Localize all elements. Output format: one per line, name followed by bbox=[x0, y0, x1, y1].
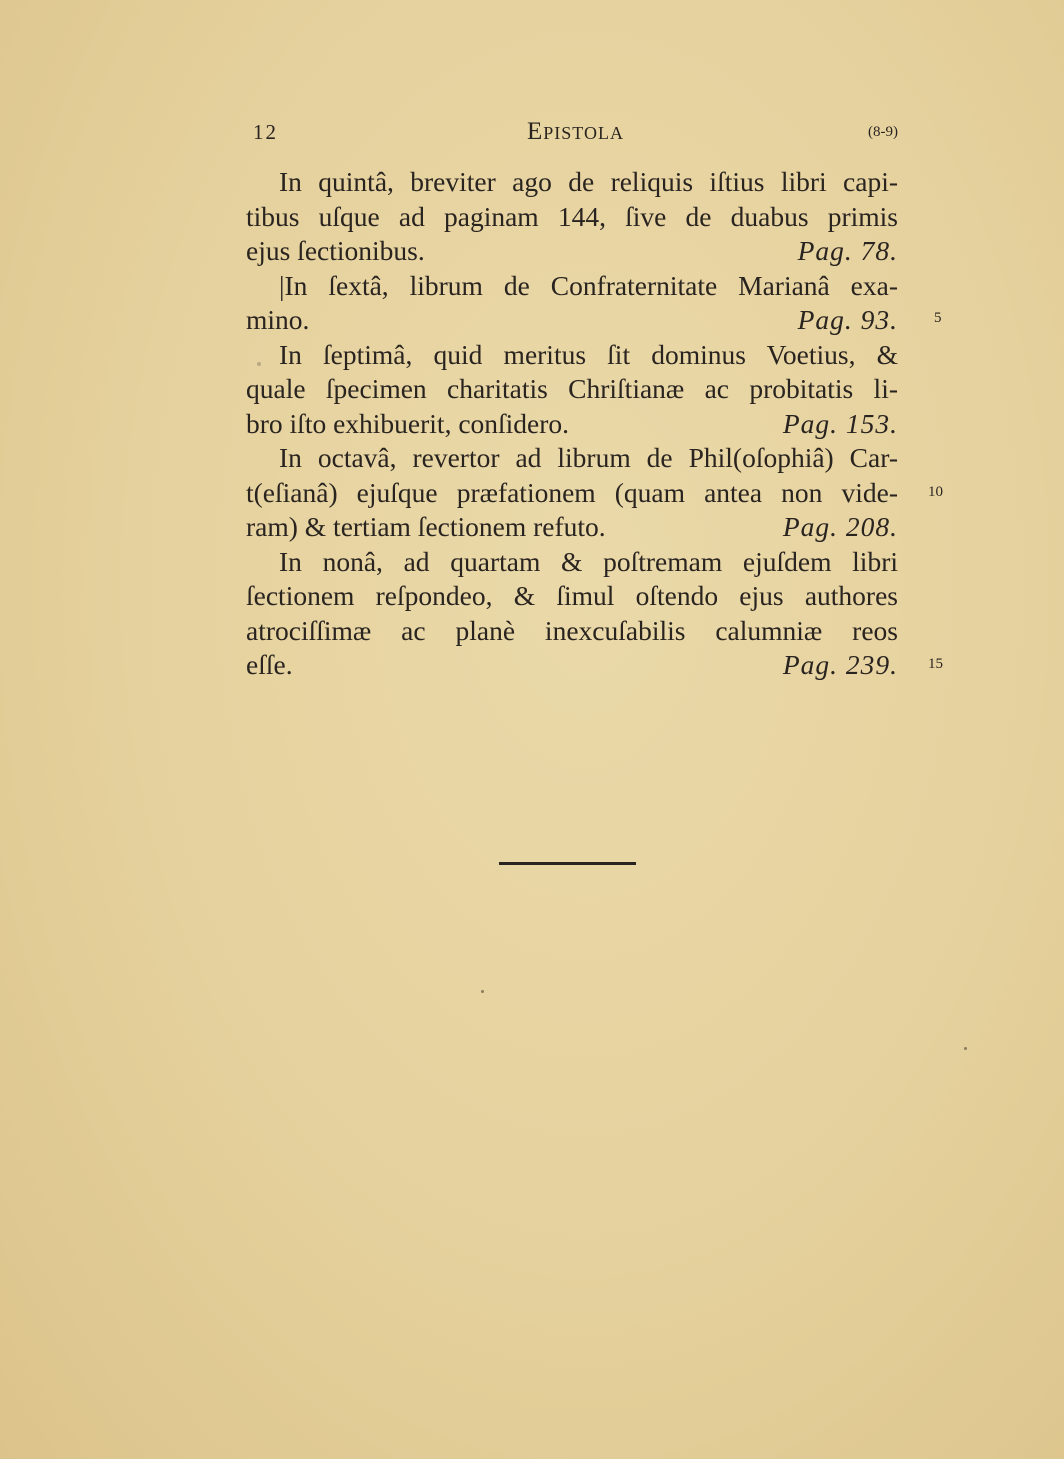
text-line: quale ſpecimen charitatis Chriſtianæ ac probitatis li- bbox=[246, 373, 898, 404]
paragraph bbox=[246, 338, 898, 442]
text-line: ſectionem reſpondeo, & ſimul oſtendo ejus authores bbox=[246, 580, 898, 611]
text-line: t(eſianâ) ejuſque præfationem (quam antea non vide- bbox=[246, 476, 898, 508]
page-reference: Pag. 239. bbox=[782, 649, 898, 680]
text-line-last bbox=[246, 510, 898, 545]
header-title: Epistola bbox=[527, 118, 624, 145]
text-line: tibus uſque ad paginam 144, ſive de duabus primis bbox=[246, 200, 898, 232]
text-line: In octavâ, revertor ad librum de Phil(oſophiâ) Car- bbox=[279, 442, 898, 473]
line-text: bro iſto exhibuerit, conſidero. bbox=[246, 407, 570, 439]
folio-range: (8-9) bbox=[868, 124, 898, 140]
paragraph bbox=[246, 545, 898, 683]
paragraph bbox=[246, 165, 898, 269]
text-line: In nonâ, ad quartam & poſtremam ejuſdem libri bbox=[279, 545, 898, 577]
line-text: ram) & tertiam ſectionem refuto. bbox=[246, 511, 606, 542]
text-line: In quintâ, breviter ago de reliquis iſtius libri capi- bbox=[279, 166, 898, 197]
paper-speck bbox=[964, 1047, 967, 1050]
text-line: In ſeptimâ, quid meritus ſit dominus Voetius, & bbox=[279, 338, 898, 370]
page-reference: Pag. 78. bbox=[797, 235, 898, 266]
paragraph bbox=[246, 441, 898, 545]
closing-rule bbox=[499, 862, 636, 865]
text-line: atrociſſimæ ac planè inexcuſabilis calumniæ reos bbox=[246, 614, 898, 646]
page-reference: Pag. 93. bbox=[797, 304, 898, 335]
line-number: 5 bbox=[934, 310, 942, 326]
paper-speck bbox=[257, 362, 261, 366]
page-reference: Pag. 208. bbox=[782, 511, 898, 542]
page-reference: Pag. 153. bbox=[782, 407, 898, 439]
text-line-last bbox=[246, 407, 898, 442]
margin-line-numbers bbox=[928, 0, 968, 1459]
line-text: ejus ſectionibus. bbox=[246, 235, 425, 266]
text-line-last bbox=[246, 648, 898, 683]
text-line-last bbox=[246, 303, 898, 338]
text-line: |In ſextâ, librum de Confraternitate Marianâ exa- bbox=[279, 269, 898, 301]
paper-speck bbox=[481, 990, 484, 993]
paragraph bbox=[246, 269, 898, 338]
line-text: mino. bbox=[246, 304, 310, 335]
line-number: 10 bbox=[928, 484, 943, 500]
page-number: 12 bbox=[253, 120, 278, 144]
line-number: 15 bbox=[928, 656, 943, 672]
line-text: eſſe. bbox=[246, 649, 293, 680]
text-line-last bbox=[246, 234, 898, 269]
running-head bbox=[253, 118, 898, 152]
text-block bbox=[246, 165, 898, 683]
